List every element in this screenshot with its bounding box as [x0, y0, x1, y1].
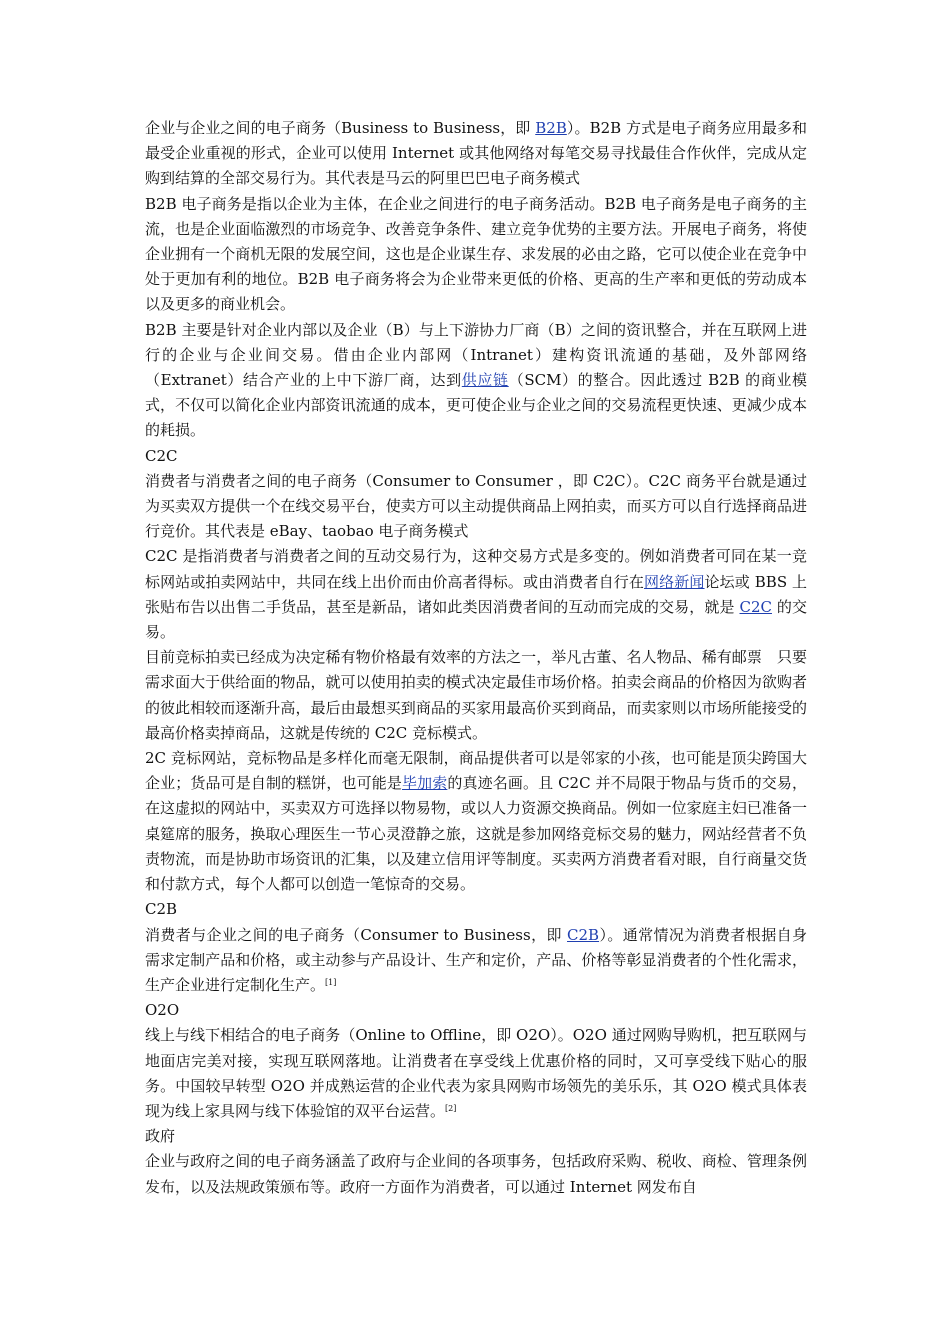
text-run: ）。B2B 方式是电子商务应用最多和最受企业重视的形式，企业可以使用 Internet 或其他网络对每笔交易寻找最佳合作伙伴，完成从定购到结算的全部交易行为。其代表是马云的阿里巴巴电子商务模式 — [145, 119, 808, 188]
text-run: 论坛或 BBS 上张贴布告以出售二手货品，甚至是新品，诸如此类因消费者间的互动而完成的交易，就是 — [145, 572, 807, 616]
text-run: ）。通常情况为消费者根据自身需求定制产品和价格，或主动参与产品设计、生产和定价，产品、价格等彰显消费者的个性化需求，生产企业进行定制化生产。 — [145, 925, 807, 994]
text-run: 消费者与消费者之间的电子商务（Consumer to Consumer ，即 C2C）。C2C 商务平台就是通过为买卖双方提供一个在线交易平台，使卖方可以主动提供商品上网拍卖，而买方可以自行选择商品进行竞价。其代表是 eBay、taobao 电子商务模式 — [145, 471, 807, 541]
text-run: B2B 电子商务是指以企业为主体，在企业之间进行的电子商务活动。B2B 电子商务是电子商务的主流，也是企业面临激烈的市场竞争、改善竞争条件、建立竞争优势的主要方法。开展电子商务，将使企业拥有一个商机无限的发展空间，这也是企业谋生存、求发展的必由之路，它可以使企业在竞争中处于更加有利的地位。B2B 电子商务将会为企业带来更低的价格、更高的生产率和更低的劳动成本以及更多的商业机会。 — [145, 194, 807, 314]
text-run: 企业与企业之间的电子商务（Business to Business，即 — [145, 119, 536, 137]
inline-link[interactable]: 供应链 — [461, 371, 509, 390]
text-run: C2C 是指消费者与消费者之间的互动交易行为，这种交易方式是多变的。例如消费者可同在某一竞标网站或拍卖网站中，共同在线上出价而由价高者得标。或由消费者自行在 — [145, 547, 807, 591]
text-run: B2B 主要是针对企业内部以及企业（B）与上下游协力厂商（B）之间的资讯整合，并在互联网上进行的企业与企业间交易。借由企业内部网（Intranet）建构资讯流通的基础，及外部网络（Extranet）结合产业的上中下游厂商，达到 — [145, 320, 807, 390]
paragraph — [145, 923, 807, 999]
text-run: C2C — [145, 446, 178, 465]
paragraph — [145, 116, 807, 192]
text-run: 的真迹名画。且 C2C 并不局限于物品与货币的交易，在这虚拟的网站中，买卖双方可选择以物易物，或以人力资源交换商品。例如一位家庭主妇已准备一桌筵席的服务，换取心理医生一节心灵澄静之旅，这就是参加网络竞标交易的魅力，网站经营者不负责物流，而是协助市场资讯的汇集，以及建立信用评等制度。买卖两方消费者看对眼，自行商量交货和付款方式，每个人都可以创造一笔惊奇的交易。 — [145, 774, 807, 894]
text-run: 消费者与企业之间的电子商务（Consumer to Business，即 — [145, 925, 568, 944]
citation-marker[interactable]: [2] — [445, 1103, 457, 1113]
paragraph — [145, 1149, 807, 1199]
document-page — [145, 116, 807, 1200]
paragraph — [145, 1023, 807, 1124]
inline-link[interactable]: 网络新闻 — [644, 572, 705, 591]
paragraph — [145, 897, 807, 922]
inline-link[interactable]: C2C — [739, 597, 772, 616]
text-run: 的交易。 — [145, 597, 807, 642]
paragraph — [145, 1124, 807, 1149]
text-run: O2O — [145, 1001, 180, 1020]
paragraph — [145, 645, 807, 746]
text-run: 2C 竞标网站，竞标物品是多样化而毫无限制，商品提供者可以是邻家的小孩，也可能是顶尖跨国大企业；货品可是自制的糕饼，也可能是 — [145, 749, 807, 793]
paragraph — [145, 746, 807, 897]
inline-link[interactable]: B2B — [535, 119, 567, 137]
paragraph — [145, 192, 807, 318]
citation-marker[interactable]: [1] — [325, 977, 337, 987]
text-run: 线上与线下相结合的电子商务（Online to Offline，即 O2O）。O2O 通过网购导购机，把互联网与地面店完美对接，实现互联网落地。让消费者在享受线上优惠价格的同时，又可享受线下贴心的服务。中国较早转型 O2O 并成熟运营的企业代表为家具网购市场领先的美乐乐，其 O2O 模式具体表现为线上家具网与线下体验馆的双平台运营。 — [145, 1026, 807, 1120]
text-run: 目前竞标拍卖已经成为决定稀有物价格最有效率的方法之一，举凡古董、名人物品、稀有邮票 只要需求面大于供给面的物品，就可以使用拍卖的模式决定最佳市场价格。拍卖会商品的价格因为欲购者的彼此相较而逐渐升高，最后由最想买到商品的买家用最高价买到商品，而卖家则以市场所能接受的最高价格卖掉商品，这就是传统的 C2C 竞标模式。 — [145, 648, 807, 742]
text-run: （SCM）的整合。因此透过 B2B 的商业模式，不仅可以简化企业内部资讯流通的成本，更可使企业与企业之间的交易流程更快速、更减少成本的耗损。 — [145, 371, 807, 440]
text-run: 企业与政府之间的电子商务涵盖了政府与企业间的各项事务，包括政府采购、税收、商检、管理条例发布，以及法规政策颁布等。政府一方面作为消费者，可以通过 Internet 网发布自 — [145, 1152, 807, 1196]
paragraph — [145, 444, 807, 469]
text-run: 政府 — [145, 1127, 176, 1146]
paragraph — [145, 544, 807, 645]
paragraph — [145, 318, 807, 444]
text-run: C2B — [145, 900, 178, 919]
paragraph — [145, 469, 807, 545]
inline-link[interactable]: 毕加索 — [402, 774, 448, 793]
paragraph — [145, 998, 807, 1023]
inline-link[interactable]: C2B — [567, 925, 600, 944]
